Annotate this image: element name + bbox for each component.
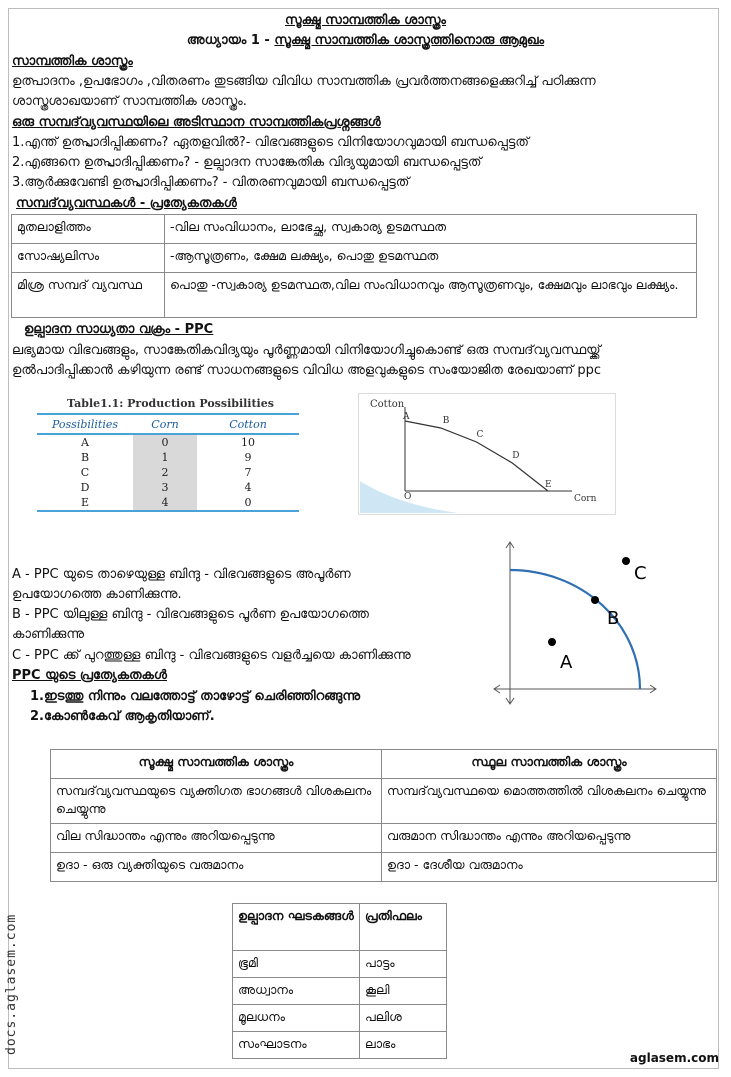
system-desc: പൊതു -സ്വകാര്യ ഉടമസ്ഥത,വില സംവിധാനവും ആസൂത്രണവും, ക്ഷേമവും ലാഭവും ലക്ഷ്യം.	[165, 273, 697, 318]
col-header: Cotton	[197, 414, 299, 434]
ppc-arc	[510, 570, 640, 689]
economics-line-1: ഉത്പാദനം ,ഉപഭോഗം ,വിതരണം തുടങ്ങിയ വിവിധ സാമ്പത്തിക പ്രവർത്തനങ്ങളെക്കുറിച്ച് പഠിക്കുന്ന	[12, 74, 596, 89]
micro-cell: ഉദാ - ഒരു വ്യക്തിയുടെ വരുമാനം	[51, 853, 382, 882]
ppc-definition-2: ഉൽപാദിപ്പിക്കാൻ കഴിയുന്ന രണ്ട് സാധനങ്ങളുടെ വിവിധ അളവുകളുടെ സംയോജിത രേഖയാണ് ppc	[12, 363, 602, 378]
cell: 3	[133, 480, 197, 495]
factor-cell: അധ്വാനം	[233, 978, 360, 1005]
cell: 7	[244, 466, 252, 479]
cell: B	[80, 451, 90, 464]
system-name: മുതലാളിത്തം	[12, 215, 165, 244]
ppc-features-heading: PPC യുടെ പ്രത്യേകതകൾ	[12, 668, 167, 683]
watermark: docs.aglasem.com	[4, 913, 19, 1055]
cell: C	[80, 466, 90, 479]
table-row	[37, 495, 299, 511]
reward-cell: പലിശ	[360, 1005, 447, 1032]
point-c-text: C - PPC ക്ക് പുറത്തുള്ള ബിന്ദു - വിഭവങ്ങളുടെ വളർച്ചയെ കാണിക്കുന്നു	[12, 648, 411, 663]
factors-table	[232, 903, 447, 1059]
point-a-label: A	[560, 652, 573, 673]
economics-heading: സാമ്പത്തിക ശാസ്ത്രം	[12, 54, 133, 69]
factor-cell: മൂലധനം	[233, 1005, 360, 1032]
chapter-title-line	[0, 32, 731, 50]
table-row	[51, 779, 717, 824]
table-row	[12, 273, 697, 318]
micro-cell: വില സിദ്ധാന്തം എന്നും അറിയപ്പെടുന്നു	[51, 824, 382, 853]
cell: D	[80, 481, 90, 494]
x-axis-label: Corn	[574, 494, 597, 504]
ppc-chart	[358, 393, 616, 515]
economics-line-2: ശാസ്ത്രശാഖയാണ് സാമ്പത്തിക ശാസ്ത്രം.	[12, 94, 247, 109]
ppc-point-label: C	[476, 430, 484, 440]
table-row	[51, 824, 717, 853]
aglasem-logo[interactable]: aglasem.com	[629, 1051, 719, 1065]
chapter-title: സൂക്ഷ്മ സാമ്പത്തിക ശാസ്ത്രത്തിനൊരു ആമുഖം	[274, 33, 545, 48]
ppc-point-label: B	[442, 416, 450, 426]
cell: 0	[197, 495, 299, 511]
table-caption: Table1.1: Production Possibilities	[67, 397, 274, 410]
basic-problem-3: 3.ആർക്കുവേണ്ടി ഉത്പ്പാദിപ്പിക്കണം? - വിതരണവുമായി ബന്ധപ്പെട്ടത്	[12, 175, 410, 190]
factor-cell: സംഘാടനം	[233, 1032, 360, 1059]
macro-header: സ്ഥൂല സാമ്പത്തിക ശാസ്ത്രം	[382, 750, 717, 779]
basic-problem-2: 2.എങ്ങനെ ഉത്പ്പാദിപ്പിക്കണം? - ഉല്പാദന സാങ്കേതിക വിദ്യയുമായി ബന്ധപ്പെട്ടത്	[12, 155, 482, 170]
factor-cell: ഭൂമി	[233, 951, 360, 978]
cell: 0	[133, 434, 197, 450]
cell: 2	[133, 465, 197, 480]
systems-table	[11, 214, 697, 318]
ppc-point-label: D	[512, 451, 520, 461]
ppc-feature-1: 1.ഇടത്തു നിന്നും വലത്തോട്ട് താഴോട്ട് ചെരിഞ്ഞിറങ്ങുന്നു	[30, 689, 361, 704]
macro-cell: ഉദാ - ദേശീയ വരുമാനം	[382, 853, 717, 882]
table-row	[37, 465, 299, 480]
macro-cell: വരുമാന സിദ്ധാന്തം എന്നും അറിയപ്പെടുന്നു	[382, 824, 717, 853]
ppc-feature-2: 2.കോൺകേവ് ആകൃതിയാണ്.	[30, 709, 215, 724]
point-a-text-1: A - PPC യുടെ താഴെയുള്ള ബിന്ദു - വിഭവങ്ങളുടെ അപൂർണ	[12, 567, 351, 582]
system-desc: -വില സംവിധാനം, ലാഭേച്ഛ, സ്വകാര്യ ഉടമസ്ഥത	[165, 215, 697, 244]
table-row	[233, 978, 447, 1005]
col-header: Possibilities	[37, 414, 133, 434]
table-row	[12, 244, 697, 273]
system-desc: -ആസൂത്രണം, ക്ഷേമ ലക്ഷ്യം, പൊതു ഉടമസ്ഥത	[165, 244, 697, 273]
cell: 4	[244, 481, 252, 494]
origin-label: O	[404, 492, 412, 502]
systems-heading: സമ്പദ്‌വ്യവസ്ഥകൾ - പ്രത്യേകതകൾ	[16, 196, 237, 211]
table-row	[51, 750, 717, 779]
table-row	[37, 480, 299, 495]
table-row	[233, 1005, 447, 1032]
cell: 9	[244, 451, 252, 464]
ppc-point-label: A	[403, 412, 410, 422]
y-axis-label: Cotton	[370, 399, 405, 410]
table-row	[233, 1032, 447, 1059]
point-b-text-1: B - PPC യിലുള്ള ബിന്ദു - വിഭവങ്ങളുടെ പൂർണ ഉപയോഗത്തെ	[12, 607, 369, 622]
factor-header: ഉല്പാദന ഘടകങ്ങൾ	[233, 904, 360, 951]
ppc-heading: ഉല്പാദന സാധ്യതാ വക്രം - PPC	[24, 322, 214, 337]
system-name: സോഷ്യലിസം	[12, 244, 165, 273]
cell: 10	[241, 436, 255, 449]
basic-problems-heading: ഒരു സമ്പദ്‌വ്യവസ്ഥയിലെ അടിസ്ഥാന സാമ്പത്തികപ്രശ്നങ്ങൾ	[12, 115, 381, 130]
cell: 4	[133, 495, 197, 511]
cell: A	[81, 436, 89, 449]
micro-cell: സമ്പദ്‌വ്യവസ്ഥയുടെ വ്യക്തിഗത ഭാഗങ്ങൾ വിശകലനം ചെയ്യുന്നു	[51, 779, 382, 824]
production-possibilities-table	[37, 395, 302, 517]
reward-header: പ്രതിഫലം	[360, 904, 447, 951]
system-name: മിശ്ര സമ്പദ് വ്യവസ്ഥ	[12, 273, 165, 318]
col-header: Corn	[133, 414, 197, 434]
micro-header: സൂക്ഷ്മ സാമ്പത്തിക ശാസ്ത്രം	[51, 750, 382, 779]
table-row	[233, 904, 447, 951]
reward-cell: കൂലി	[360, 978, 447, 1005]
point-b-label: B	[607, 608, 620, 629]
reward-cell: പാട്ടം	[360, 951, 447, 978]
point-b-dot	[591, 596, 599, 604]
macro-cell: സമ്പദ്‌വ്യവസ്ഥയെ മൊത്തത്തിൽ വിശകലനം ചെയ്യുന്നു	[382, 779, 717, 824]
table-row	[37, 450, 299, 465]
point-a-text-2: ഉപയോഗത്തെ കാണിക്കുന്നു.	[12, 587, 182, 602]
reward-cell: ലാഭം	[360, 1032, 447, 1059]
chapter-prefix: അധ്യായം 1 -	[186, 33, 275, 48]
table-row	[37, 434, 299, 450]
basic-problem-1: 1.എന്ത് ഉത്പ്പാദിപ്പിക്കണം? ഏതളവിൽ?- വിഭവങ്ങളുടെ വിനിയോഗവുമായി ബന്ധപ്പെട്ടത്	[12, 135, 529, 150]
point-a-dot	[548, 638, 556, 646]
point-c-label: C	[634, 563, 647, 584]
subject-title: സൂക്ഷ്മ സാമ്പത്തിക ശാസ്ത്രം	[284, 13, 446, 28]
cell: 1	[133, 450, 197, 465]
point-b-text-2: കാണിക്കുന്നു	[12, 627, 85, 642]
abc-points-diagram	[490, 538, 660, 708]
micro-macro-table	[50, 749, 717, 882]
table-row	[12, 215, 697, 244]
ppc-point-label: E	[545, 480, 552, 490]
cell: E	[37, 495, 133, 511]
point-c-dot	[622, 557, 630, 565]
ppc-definition-1: ലഭ്യമായ വിഭവങ്ങളും, സാങ്കേതികവിദ്യയും പൂർണ്ണമായി വിനിയോഗിച്ചുകൊണ്ട് ഒരു സമ്പദ്‌വ്യവസ്ഥയ്ക്ക്	[12, 343, 601, 358]
table-row	[233, 951, 447, 978]
table-row	[51, 853, 717, 882]
